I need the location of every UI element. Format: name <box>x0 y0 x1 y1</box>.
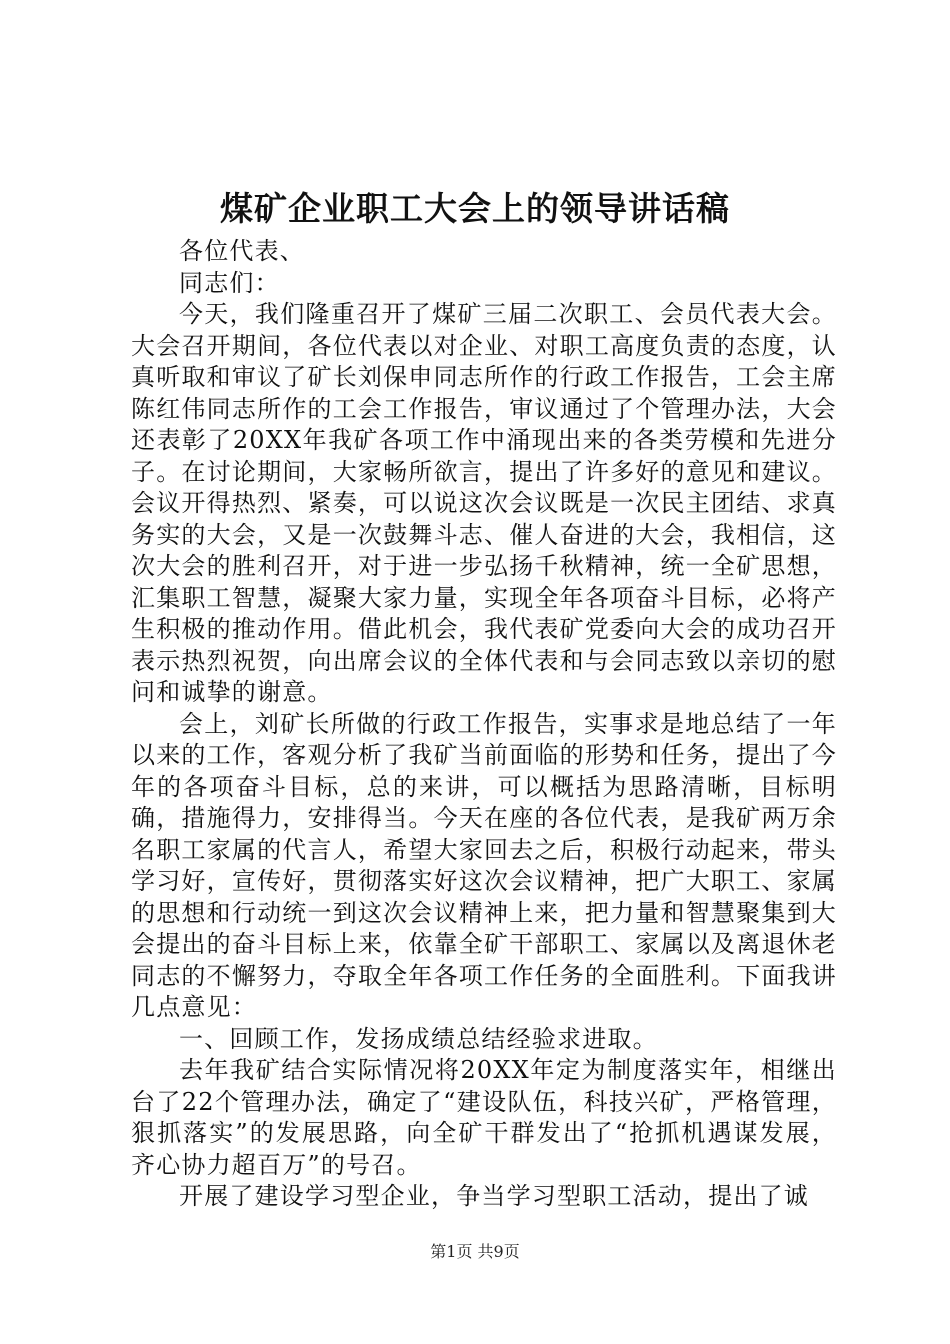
salutation-line-1: 各位代表、 <box>179 237 305 265</box>
section-heading-1: 一、回顾工作，发扬成绩总结经验求进取。 <box>179 1024 658 1053</box>
body-paragraph-3: 去年我矿结合实际情况将20XX年定为制度落实年，相继出台了22个管理办法，确定了“建设队伍，科技兴矿，严格管理，狠抓落实”的发展思路，向全矿干群发出了“抢抓机遇谋发展，齐心协力超百万”的号召。 <box>131 1056 837 1179</box>
body-paragraph-2: 会上，刘矿长所做的行政工作报告，实事求是地总结了一年以来的工作，客观分析了我矿当前面临的形势和任务，提出了今年的各项奋斗目标，总的来讲，可以概括为思路清晰，目标明确，措施得力，安排得当。今天在座的各位代表，是我矿两万余名职工家属的代言人，希望大家回去之后，积极行动起来，带头学习好，宣传好，贯彻落实好这次会议精神，把广大职工、家属的思想和行动统一到这次会议精神上来，把力量和智慧聚集到大会提出的奋斗目标上来，依靠全矿干部职工、家属以及离退休老同志的不懈努力，夺取全年各项工作任务的全面胜利。下面我讲几点意见： <box>131 709 837 1021</box>
salutation-line-2: 同志们： <box>179 268 280 297</box>
body-paragraph-1: 今天，我们隆重召开了煤矿三届二次职工、会员代表大会。大会召开期间，各位代表以对企业、对职工高度负责的态度，认真听取和审议了矿长刘保申同志所作的行政工作报告，工会主席陈红伟同志所作的工会工作报告，审议通过了个管理办法，大会还表彰了20XX年我矿各项工作中涌现出来的各类劳模和先进分子。在讨论期间，大家畅所欲言，提出了许多好的意见和建议。会议开得热烈、紧奏，可以说这次会议既是一次民主团结、求真务实的大会，又是一次鼓舞斗志、催人奋进的大会，我相信，这次大会的胜利召开，对于进一步弘扬千秋精神，统一全矿思想，汇集职工智慧，凝聚大家力量，实现全年各项奋斗目标，必将产生积极的推动作用。借此机会，我代表矿党委向大会的成功召开表示热烈祝贺，向出席会议的全体代表和与会同志致以亲切的慰问和诚挚的谢意。 <box>131 300 837 706</box>
document-title: 煤矿企业职工大会上的领导讲话稿 <box>220 189 730 228</box>
document-body <box>131 236 837 1213</box>
page-footer: 第1页 共9页 <box>430 1242 520 1261</box>
body-paragraph-4: 开展了建设学习型企业，争当学习型职工活动，提出了诚 <box>179 1182 809 1210</box>
